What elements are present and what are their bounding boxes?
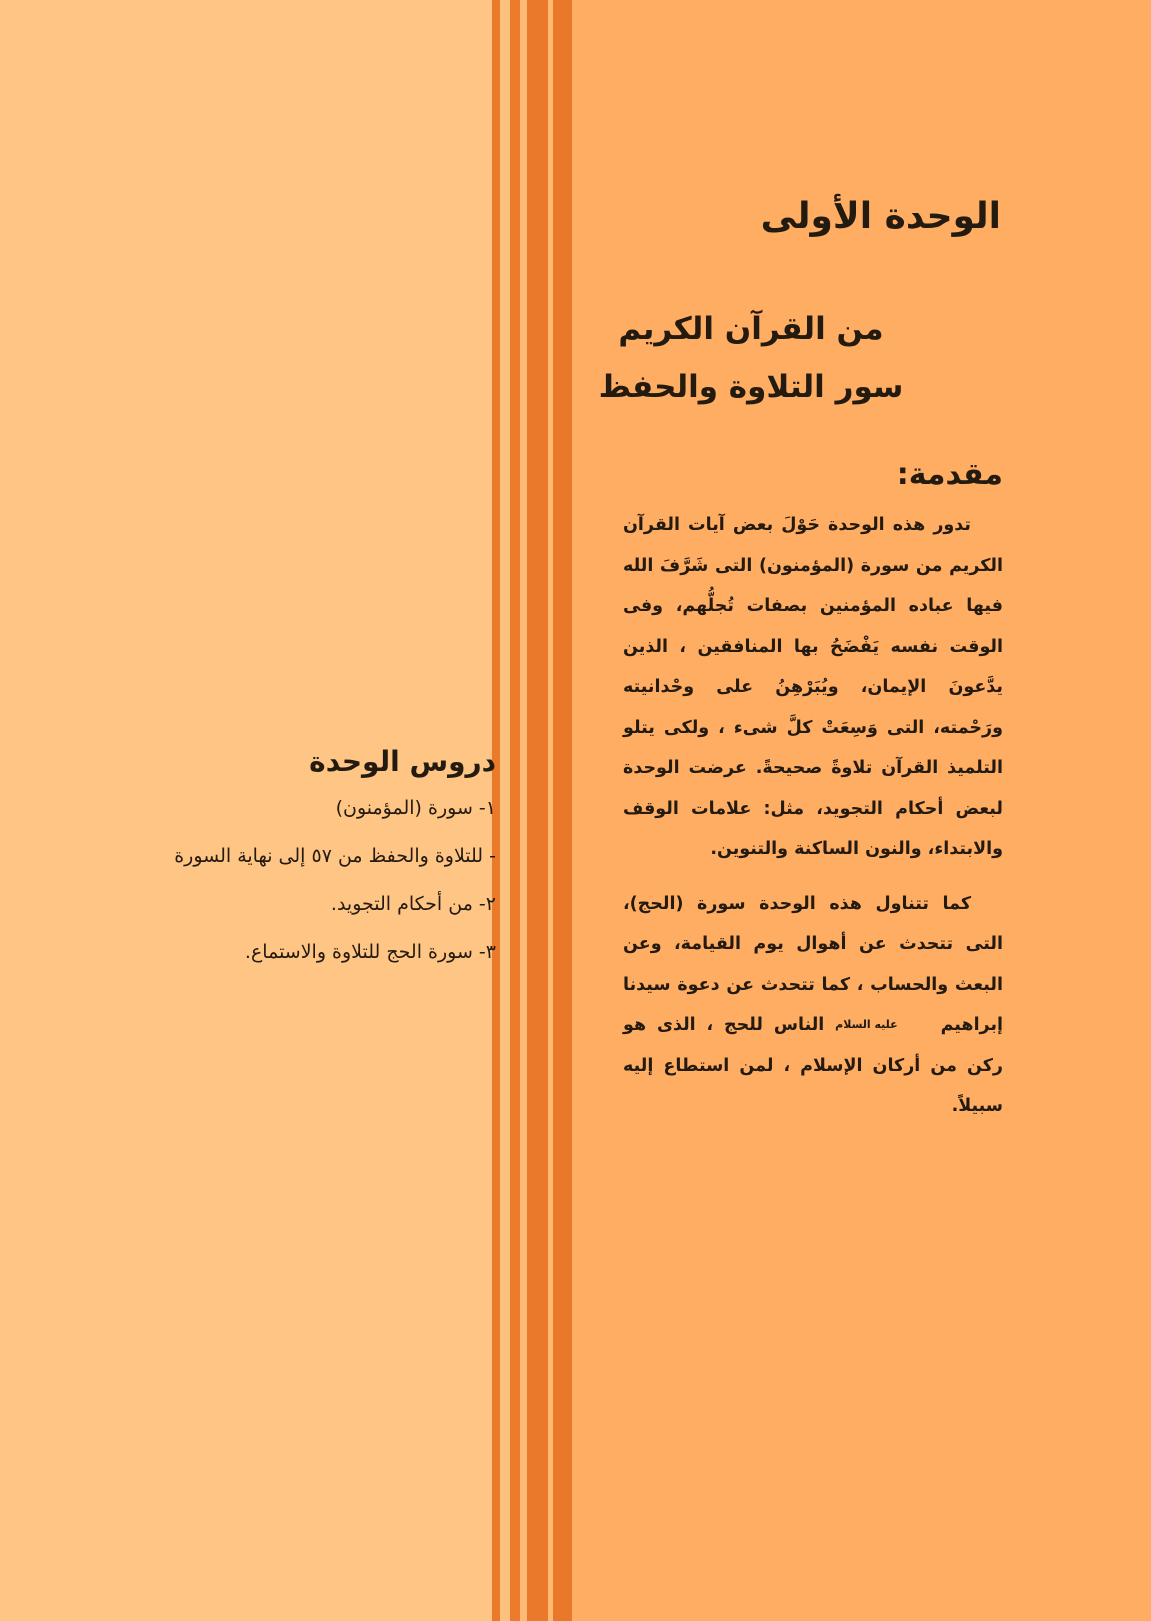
intro-paragraph-1: تدور هذه الوحدة حَوْلَ بعض آيات القرآن الكريم من سورة (المؤمنون) التى شَرَّفَ الله فيها عباده المؤمنين بصفات تُجلُّهم، وفى الوقت نفسه يَفْضَحُ بها المنافقين ، الذين يدَّعونَ الإيمان، ويُبَرْهِنُ على وحْدانيته ورَحْمته، التى وَسِعَتْ كلَّ شىء ، ولكى يتلو التلميذ القرآن تلاوةً صحيحةً. عرضت الوحدة لبعض أحكام التجويد، مثل: علامات الوقف والابتداء، والنون الساكنة والتنوين. bbox=[623, 515, 1003, 859]
unit-lessons bbox=[156, 745, 496, 976]
lesson-item: - للتلاوة والحفظ من ٥٧ إلى نهاية السورة bbox=[174, 845, 496, 867]
paragraph-2-part-2: الناس للحج ، الذى هو ركن من أركان الإسلام ، لمن استطاع إليه سبيلاً. bbox=[623, 1015, 1003, 1116]
unit-subtitle bbox=[551, 300, 951, 416]
honorific-glyph-icon: عليه السلام bbox=[835, 1018, 898, 1031]
lessons-heading: دروس الوحدة bbox=[309, 745, 496, 778]
intro-paragraph-2 bbox=[623, 884, 1003, 1127]
lesson-item: ٢- من أحكام التجويد. bbox=[330, 893, 496, 915]
intro-heading: مقدمة: bbox=[896, 457, 1003, 492]
unit-title: الوحدة الأولى bbox=[760, 196, 1001, 237]
paragraph-2-part-1: كما تتناول هذه الوحدة سورة (الحج)، التى تتحدث عن أهوال يوم القيامة، وعن البعث والحساب ، كما تتحدث عن دعوة سيدنا إبراهيم bbox=[623, 893, 1004, 1035]
subtitle-line-1: من القرآن الكريم bbox=[618, 311, 884, 347]
lessons-list bbox=[156, 784, 496, 976]
lesson-item: ١- سورة (المؤمنون) bbox=[335, 797, 496, 819]
subtitle-line-2: سور التلاوة والحفظ bbox=[598, 369, 904, 405]
decorative-stripes bbox=[492, 0, 572, 1621]
intro-section bbox=[623, 505, 1003, 1141]
lesson-item: ٣- سورة الحج للتلاوة والاستماع. bbox=[244, 941, 496, 963]
